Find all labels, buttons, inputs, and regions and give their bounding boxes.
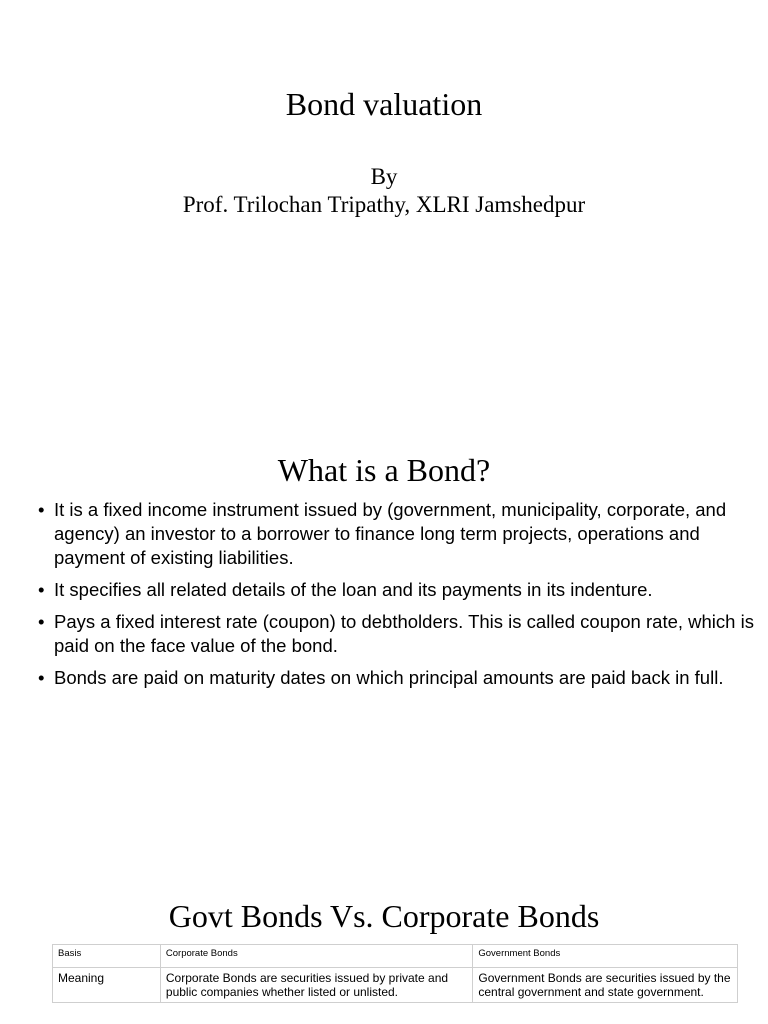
subtitle-by: By xyxy=(370,164,398,189)
slide-title: What is a Bond? xyxy=(277,452,491,488)
header-basis: Basis xyxy=(53,945,161,968)
comparison-table xyxy=(52,944,738,1003)
header-corporate-bonds: Corporate Bonds xyxy=(160,945,472,968)
table-cell-government: Government Bonds are securities issued by the central government and state government. xyxy=(473,968,738,1003)
bullet-item xyxy=(38,578,754,602)
table-row xyxy=(53,968,738,1003)
bullet-text: It specifies all related details of the loan and its payments in its indenture. xyxy=(54,579,653,600)
table-cell-corporate: Corporate Bonds are securities issued by private and public companies whether listed or unlisted. xyxy=(160,968,472,1003)
bullet-text: Bonds are paid on maturity dates on which principal amounts are paid back in full. xyxy=(54,667,724,688)
author-line: Prof. Trilochan Tripathy, XLRI Jamshedpur xyxy=(182,192,586,217)
bullet-icon: • xyxy=(38,611,45,632)
bullet-icon: • xyxy=(38,579,45,600)
bullet-item xyxy=(38,498,754,570)
bullet-list xyxy=(38,498,754,698)
table-header-row xyxy=(53,945,738,968)
govt-vs-corporate-slide xyxy=(0,864,768,1024)
bullet-item xyxy=(38,610,754,658)
bullet-text: Pays a fixed interest rate (coupon) to debtholders. This is called coupon rate, which is paid on the face value of the bond. xyxy=(54,611,754,656)
header-government-bonds: Government Bonds xyxy=(473,945,738,968)
bullet-icon: • xyxy=(38,667,45,688)
bullet-icon: • xyxy=(38,499,45,520)
bullet-item xyxy=(38,666,754,690)
what-is-a-bond-slide xyxy=(0,432,768,864)
slide-title: Govt Bonds Vs. Corporate Bonds xyxy=(168,898,600,934)
title-slide xyxy=(0,0,768,432)
presentation-title: Bond valuation xyxy=(285,86,483,122)
bullet-text: It is a fixed income instrument issued by (government, municipality, corporate, and agency) an investor to a borrower to finance long term projects, operations and payment of existing liabilities. xyxy=(54,499,727,568)
table-cell-basis: Meaning xyxy=(53,968,161,1003)
